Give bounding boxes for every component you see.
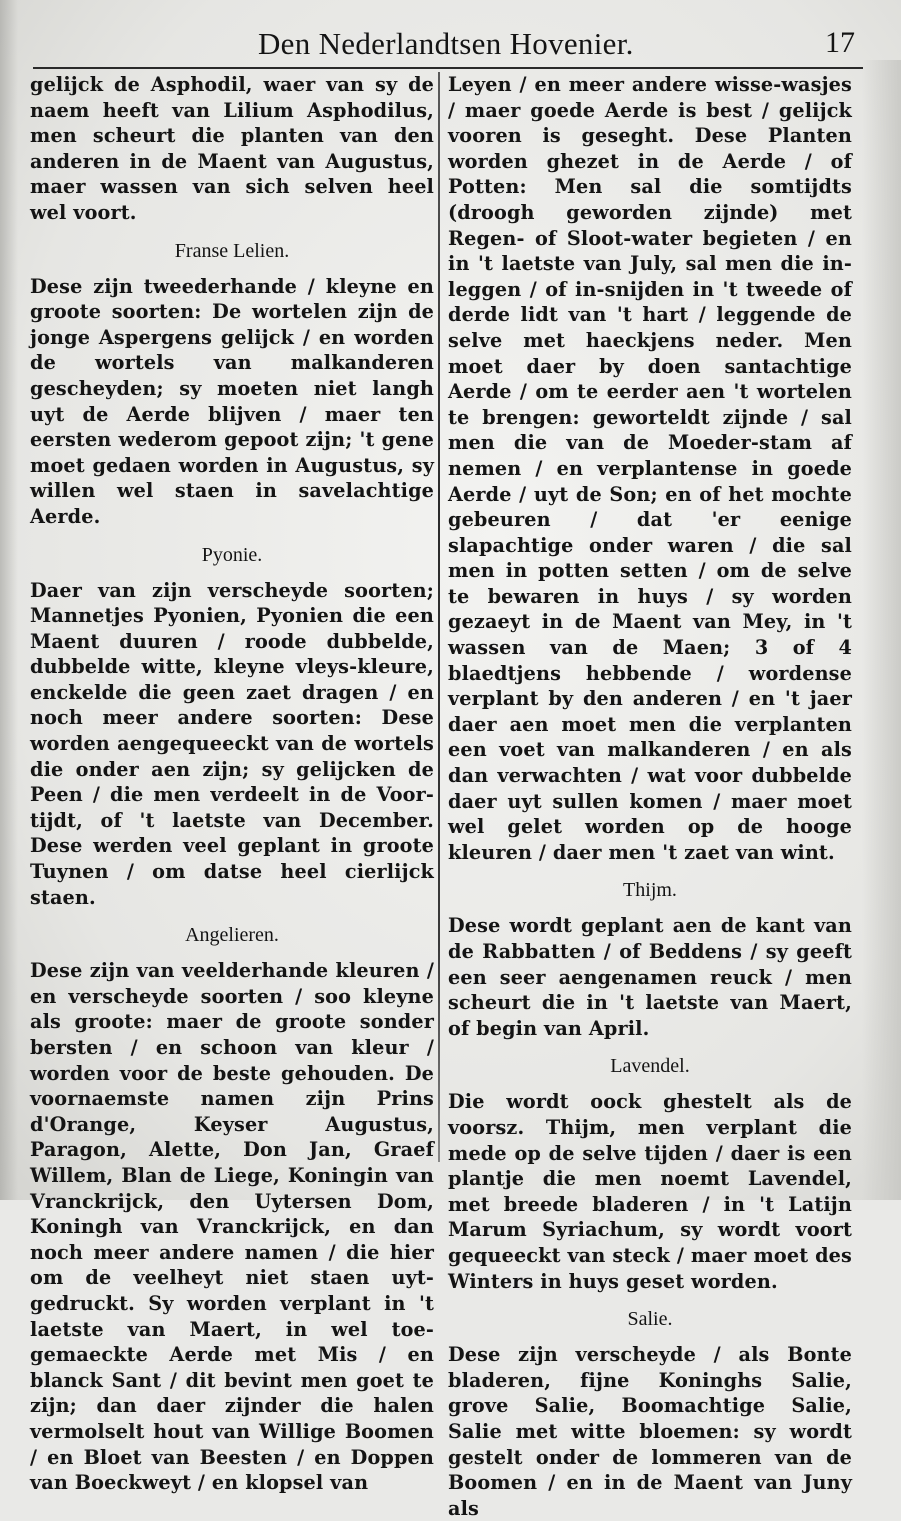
continuation-paragraph: gelijck de Asphodil, waer van sy de naem heeft van Lilium Asphodilus, men scheurt die planten van den anderen in de Maent van Augustus, maer wassen van sich selven heel wel voort.: [30, 73, 434, 224]
right-column: [448, 72, 852, 1520]
section-paragraph: Die wordt oock ghestelt als de voorsz. Thijm, men verplant die mede op de selve tijden / daer is een plantje die men noemt Lavendel, met breede bladeren / in 't Latijn Marum Syriachum, sy wordt voort gequeeckt van steck / maer moet des Winters in huys geset worden.: [448, 1090, 852, 1293]
section-paragraph: Dese zijn verscheyde / als Bonte bladeren, fijne Koninghs Salie, grove Salie, Boomachtige Salie, Salie met witte bloemen: sy wordt gestelt onder de lommeren van de Boomen / en in de Maent van Juny als: [448, 1343, 852, 1520]
running-title: Den Nederlandtsen Hovenier.: [258, 26, 634, 61]
continuation-paragraph: Leyen / en meer andere wisse-wasjes / maer goede Aerde is best / gelijck vooren is geseght. Dese Planten worden ghezet in de Aerde / of Potten: Men sal die somtijdts (droogh geworden zijnde) met Regen- of Sloot-water begieten / en in 't laetste van July, sal men die in-leggen / of in-snijden in 't tweede of derde lidt van 't hart / leggende de selve met haeckjens neder. Men moet daer by doen santachtige Aerde / om te eerder aen 't wortelen te brengen: geworteldt zijnde / sal men die van de Moeder-stam af nemen / en verplantense in goede Aerde / uyt de Son; en of het mochte gebeuren / dat 'er eenige slapachtige onder waren / die sal men in potten setten / om de selve te bewaren in huys / sy worden gezaeyt in de Maent van Mey, in 't wassen van de Maen; 3 of 4 blaedtjens hebbende / wordense verplant by den anderen / en 't jaer daer aen moet men die verplanten een voet van malkanderen / en als dan verwachten / wat voor dubbelde daer uyt sullen komen / maer moet wel gelet worden op de hooge kleuren / daer men 't zaet van wint.: [448, 73, 852, 864]
left-column: [30, 72, 434, 1495]
section-paragraph: Dese zijn tweederhande / kleyne en groote soorten: De wortelen zijn de jonge Aspergens gelijck / en worden de wortels van malkanderen gescheyden; sy moeten niet langh uyt de Aerde blijven / maer ten eersten wederom gepoot zijn; 't gene moet gedaen worden in Augustus, sy willen wel staen in savelachtige Aerde.: [30, 274, 434, 528]
section-heading: Pyonie.: [201, 543, 263, 566]
section-heading: Salie.: [627, 1308, 673, 1331]
page-header: [0, 26, 901, 66]
section-heading: Thijm.: [623, 879, 677, 902]
column-divider: [438, 72, 440, 1162]
section-paragraph: Daer van zijn verscheyde soorten; Mannetjes Pyonien, Pyonien die een Maent duuren / roode dubbelde, dubbelde witte, kleyne vleys-kleure, enckelde die geen zaet dragen / en noch meer andere soorten: Dese worden aengequeeckt van de wortels die onder aen zijn; sy gelijcken de Peen / die men verdeelt in de Voor-tijdt, of 't laetste van December. Dese werden veel geplant in groote Tuynen / om datse heel cierlijck staen.: [30, 578, 434, 909]
section-paragraph: Dese zijn van veelderhande kleuren / en verscheyde soorten / soo kleyne als groote: maer de groote sonder bersten / en schoon van kleur / worden voor de beste gehouden. De voornaemste namen zijn Prins d'Orange, Keyser Augustus, Paragon, Alette, Don Jan, Graef Willem, Blan de Liege, Koningin van Vranckrijck, den Uytersen Dom, Koningh van Vranckrijck, en dan noch meer andere namen / die hier om de veelheyt niet staen uyt-gedruckt. Sy worden verplant in 't laetste van Maert, in wel toe-gemaeckte Aerde met Mis / en blanck Sant / dit bevint men goet te zijn; dan daer zijnder die halen vermolselt hout van Willige Boomen / en Bloet van Beesten / en Doppen van Boeckweyt / en klopsel van: [30, 959, 434, 1495]
section-heading: Lavendel.: [610, 1055, 690, 1078]
header-rule: [33, 67, 863, 69]
page-number: 17: [825, 26, 855, 59]
section-heading: Franse Lelien.: [174, 239, 290, 262]
page-edge-shadow: [0, 0, 18, 1200]
section-heading: Angelieren.: [185, 924, 279, 947]
section-paragraph: Dese wordt geplant aen de kant van de Rabbatten / of Beddens / sy geeft een seer aengenamen reuck / men scheurt die in 't laetste van Maert, of begin van April.: [448, 914, 852, 1040]
page-edge-fade: [862, 60, 901, 1200]
